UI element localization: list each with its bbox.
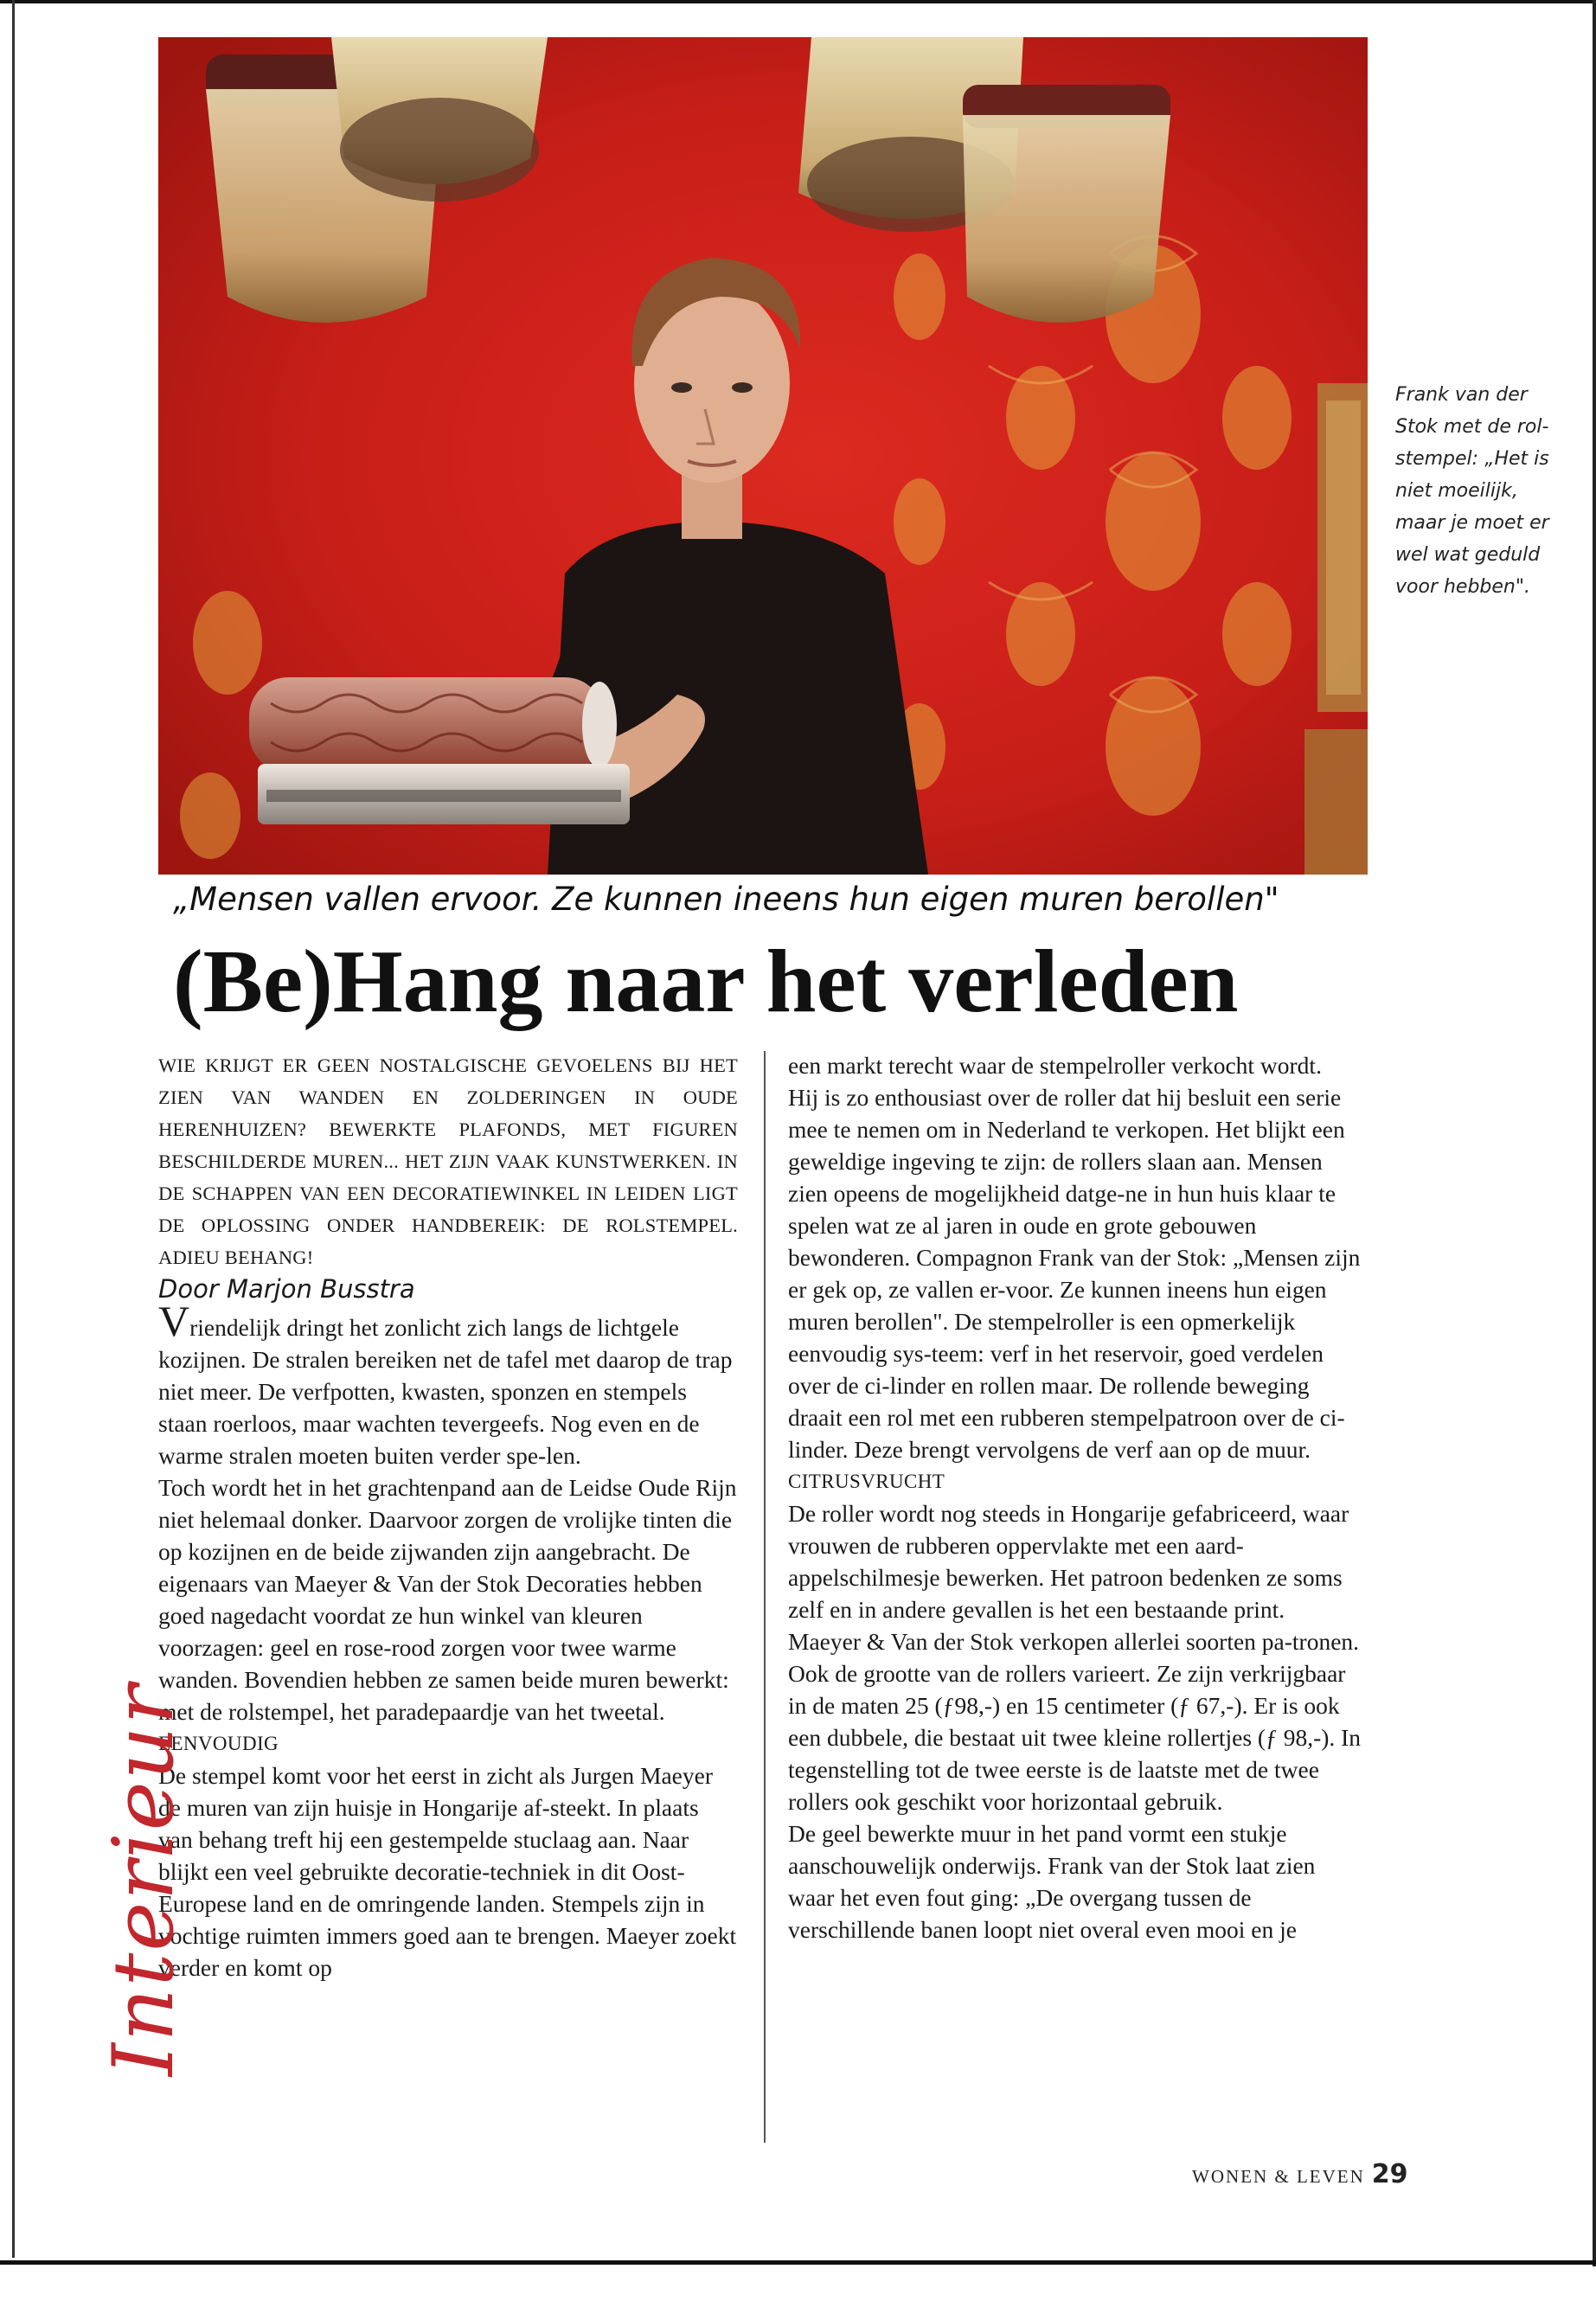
article-column-left [158, 1049, 738, 1984]
article-tagline: „Mensen vallen ervoor. Ze kunnen ineens hun eigen muren berollen" [173, 881, 1279, 918]
page-number: 29 [1371, 2159, 1408, 2189]
article-byline: Door Marjon Busstra [158, 1274, 415, 1304]
article-headline: (Be)Hang naar het verleden [173, 932, 1239, 1031]
section-label: Interieur [95, 1682, 192, 2076]
article-photo [158, 37, 1368, 875]
column-divider [764, 1051, 766, 2143]
article-subhead: EENVOUDIG [158, 1733, 279, 1754]
article-subhead: CITRUSVRUCHT [788, 1471, 945, 1492]
page-edge-top [0, 0, 1596, 3]
page-edge-left [12, 0, 15, 2258]
stamp-roller [249, 677, 630, 824]
magazine-name: WONEN & LEVEN [1192, 2166, 1365, 2187]
article-paragraph: Toch wordt het in het grachtenpand aan de Leidse Oude Rijn niet helemaal donker. Daarvoor zorgen de vrolijke tinten die op kozijnen en de beide zijwanden zijn aangebracht. De eigenaars van Maeyer & Van der Stok Decoraties hebben goed nagedacht voordat ze hun winkel van kleuren voorzagen: geel en rose-rood zorgen voor twee warme wanden. Bovendien hebben ze samen beide muren bewerkt: met de rolstempel, het paradepaardje van het tweetal. [158, 1474, 737, 1725]
article-column-right [788, 1049, 1363, 1945]
article-paragraph: een markt terecht waar de stempelroller verkocht wordt. [788, 1052, 1322, 1079]
brush-4 [963, 85, 1170, 323]
page-edge-right [1593, 0, 1596, 2266]
paragraph-text: riendelijk dringt het zonlicht zich langs de lichtgele kozijnen. De stralen bereiken net de tafel met daarop de trap niet meer. De verfpotten, kwasten, sponzen en stempels staan roerloos, maar wachten tevergeefs. Nog even en de warme stralen moeten buiten verder spe-len. [158, 1314, 733, 1469]
article-paragraph [158, 1297, 738, 1471]
article-paragraph: De geel bewerkte muur in het pand vormt een stukje aanschouwelijk onderwijs. Frank van der Stok laat zien waar het even fout ging: „De overgang tussen de verschillende banen loopt niet overal even mooi en je [788, 1820, 1316, 1943]
article-paragraph: De stempel komt voor het eerst in zicht als Jurgen Maeyer de muren van zijn huisje in Hongarije af-steekt. In plaats van behang treft hij een gestempelde stuclaag aan. Naar blijkt een veel gebruikte decoratie-techniek in dit Oost-Europese land en de omringende landen. Stempels zijn in vochtige ruimten immers goed aan te brengen. Maeyer zoekt verder en komt op [158, 1762, 737, 1981]
page-edge-bottom [0, 2260, 1596, 2265]
brush-2 [331, 37, 548, 202]
drop-cap: V [158, 1297, 190, 1345]
photo-caption: Frank van der Stok met de rol-stempel: „Het is niet moeilijk, maar je moet er wel wat geduld voor hebben". [1395, 384, 1549, 598]
article-paragraph: Maeyer & Van der Stok verkopen allerlei soorten pa-tronen. Ook de grootte van de rollers varieert. Ze zijn verkrijgbaar in de maten 25 (ƒ98,-) en 15 centimeter (ƒ 67,-). Er is ook een dubbele, die bestaat uit twee kleine rollertjes (ƒ 98,-). In tegenstelling tot de twee eerste is de laatste met de twee rollers ook geschikt voor horizontaal gebruik. [788, 1628, 1362, 1815]
page-footer [1192, 2159, 1408, 2189]
photo-illustration [158, 37, 1368, 875]
article-paragraph: De roller wordt nog steeds in Hongarije gefabriceerd, waar vrouwen de rubberen oppervlakte met een aard-appelschilmesje bewerken. Het patroon bedenken ze soms zelf en in andere gevallen is het een bestaande print. [788, 1500, 1349, 1623]
article-intro: WIE KRIJGT ER GEEN NOSTALGISCHE GEVOELENS BIJ HET ZIEN VAN WANDEN EN ZOLDERINGEN IN OUDE HERENHUIZEN? BEWERKTE PLAFONDS, MET FIGUREN BESCHILDERDE MUREN... HET ZIJN VAAK KUNSTWERKEN. IN DE SCHAPPEN VAN EEN DECORATIEWINKEL IN LEIDEN LIGT DE OPLOSSING ONDER HANDBEREIK: DE ROLSTEMPEL. ADIEU BEHANG! [158, 1054, 738, 1268]
article-paragraph: Hij is zo enthousiast over de roller dat hij besluit een serie mee te nemen om in Nederland te verkopen. Het blijkt een geweldige ingeving te zijn: de rollers slaan aan. Mensen zien opeens de mogelijkheid datge-ne in hun huis klaar te spelen wat ze al jaren in oude en grote gebouwen bewonderen. Compagnon Frank van der Stok: „Mensen zijn er gek op, ze vallen er-voor. Ze kunnen ineens hun eigen muren berollen". De stempelroller is een opmerkelijk eenvoudig sys-teem: verf in het reservoir, goed verdelen over de ci-linder en rollen maar. De rollende beweging draait een rol met een rubberen stempelpatroon over de ci-linder. Deze brengt vervolgens de verf aan op de muur. [788, 1084, 1361, 1463]
